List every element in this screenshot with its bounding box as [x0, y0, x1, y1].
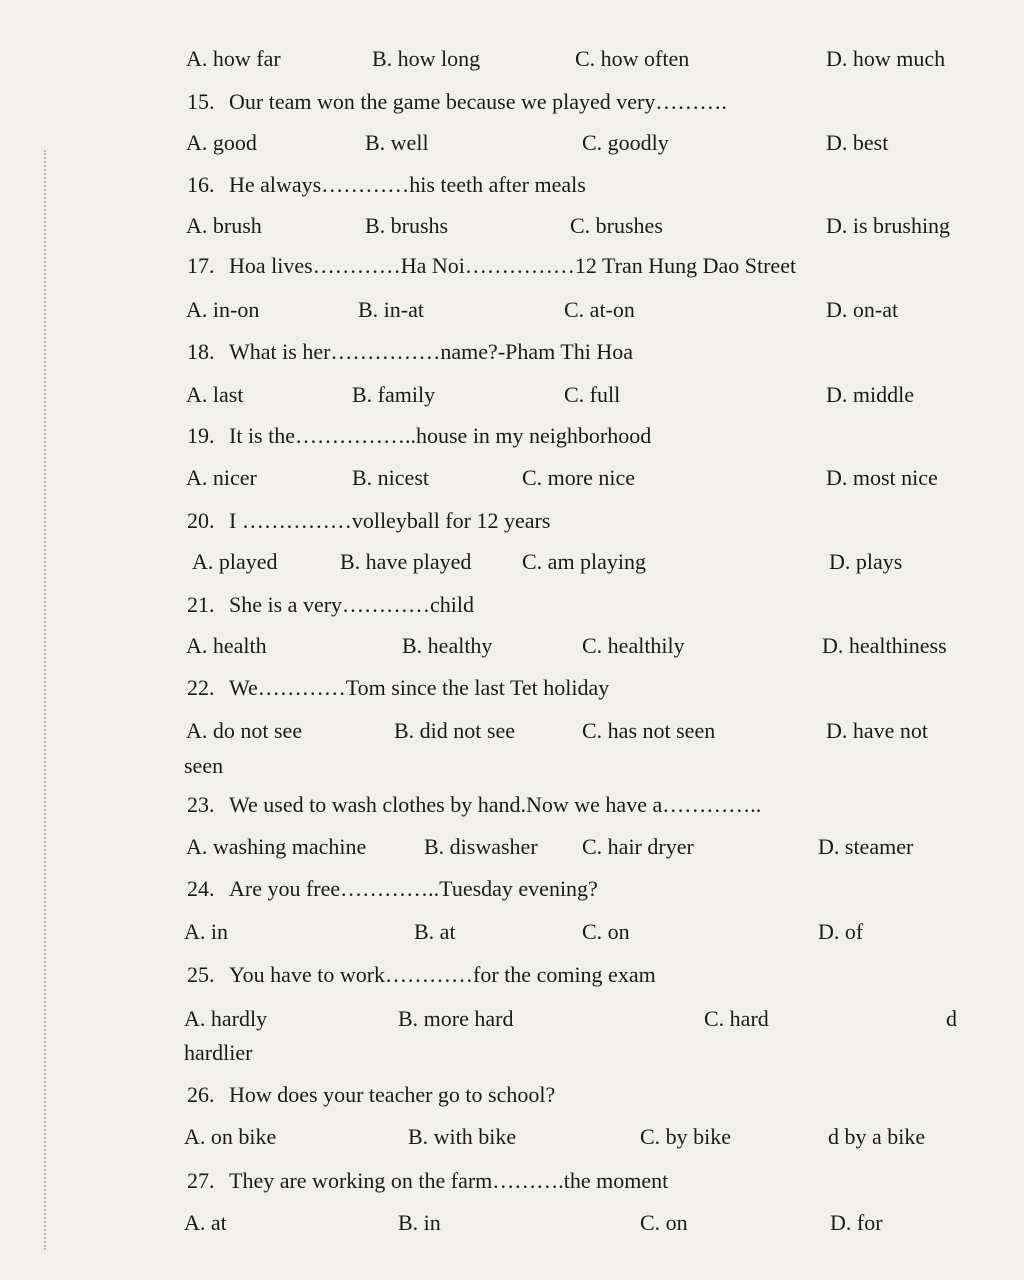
answer-option-d: D. of	[818, 919, 864, 944]
answer-option-d: D. on-at	[826, 297, 899, 322]
answer-option-d: D. most nice	[826, 465, 938, 490]
answer-option-b: B. nicest	[352, 465, 429, 490]
answer-option-a: A. do not see	[186, 718, 303, 743]
answer-option-c: C. by bike	[640, 1124, 732, 1149]
question-number: 21.	[187, 592, 215, 617]
answer-option-b: B. have played	[340, 549, 472, 574]
answer-option-d: D. have not	[826, 718, 929, 743]
question-stem: Our team won the game because we played very……….	[229, 89, 727, 114]
answer-option-b: B. with bike	[408, 1124, 517, 1149]
answer-option-wrap: seen	[184, 753, 224, 778]
question-stem: How does your teacher go to school?	[229, 1082, 556, 1107]
margin-dotted-line	[44, 150, 56, 1250]
question-stem: We used to wash clothes by hand.Now we have a…………..	[229, 792, 762, 817]
question-stem: We…………Tom since the last Tet holiday	[229, 675, 610, 700]
answer-option-c: C. hard	[704, 1006, 769, 1031]
answer-option-b: B. healthy	[402, 633, 493, 658]
answer-option-a: A. health	[186, 633, 267, 658]
question-number: 20.	[187, 508, 215, 533]
question-stem: It is the……………..house in my neighborhood	[229, 423, 652, 448]
question-stem: What is her……………name?-Pham Thi Hoa	[229, 339, 634, 364]
answer-option-c: C. at-on	[564, 297, 635, 322]
answer-option-d: D. how much	[826, 46, 946, 71]
answer-option-b: B. at	[414, 919, 456, 944]
question-stem: Are you free…………..Tuesday evening?	[229, 876, 598, 901]
answer-option-d: D. plays	[829, 549, 903, 574]
answer-option-a: A. hardly	[184, 1006, 268, 1031]
answer-option-a: A. brush	[186, 213, 262, 238]
answer-option-c: C. goodly	[582, 130, 669, 155]
question-number: 25.	[187, 962, 215, 987]
answer-option-c: C. hair dryer	[582, 834, 694, 859]
answer-option-c: C. am playing	[522, 549, 647, 574]
answer-option-c: C. on	[582, 919, 630, 944]
question-number: 16.	[187, 172, 215, 197]
answer-option-a: A. at	[184, 1210, 227, 1235]
answer-option-c: C. on	[640, 1210, 688, 1235]
question-number: 26.	[187, 1082, 215, 1107]
answer-option-d: D. steamer	[818, 834, 914, 859]
answer-option-c: C. how often	[575, 46, 690, 71]
question-stem: You have to work…………for the coming exam	[229, 962, 656, 987]
answer-option-b: B. did not see	[394, 718, 515, 743]
question-number: 27.	[187, 1168, 215, 1193]
answer-option-b: B. how long	[372, 46, 481, 71]
answer-option-d: d by a bike	[828, 1124, 926, 1149]
answer-option-d: D. for	[830, 1210, 883, 1235]
question-number: 15.	[187, 89, 215, 114]
answer-option-a: A. good	[186, 130, 257, 155]
question-stem: She is a very…………child	[229, 592, 475, 617]
answer-option-a: A. in	[184, 919, 228, 944]
answer-option-c: C. brushes	[570, 213, 663, 238]
answer-option-a: A. nicer	[186, 465, 257, 490]
answer-option-b: B. family	[352, 382, 436, 407]
answer-option-d: D. best	[826, 130, 889, 155]
question-stem: He always…………his teeth after meals	[229, 172, 586, 197]
answer-option-b: B. more hard	[398, 1006, 514, 1031]
answer-option-d: D. middle	[826, 382, 914, 407]
answer-option-b: B. in	[398, 1210, 441, 1235]
answer-option-c: C. healthily	[582, 633, 685, 658]
answer-option-a: A. played	[192, 549, 278, 574]
question-number: 18.	[187, 339, 215, 364]
answer-option-a: A. on bike	[184, 1124, 277, 1149]
answer-option-wrap: hardlier	[184, 1040, 253, 1065]
question-number: 24.	[187, 876, 215, 901]
answer-option-b: B. in-at	[358, 297, 424, 322]
question-number: 19.	[187, 423, 215, 448]
question-stem: Hoa lives…………Ha Noi……………12 Tran Hung Dao Street	[229, 253, 797, 278]
answer-option-b: B. well	[365, 130, 429, 155]
answer-option-a: A. washing machine	[186, 834, 367, 859]
question-number: 17.	[187, 253, 215, 278]
answer-option-a: A. last	[186, 382, 244, 407]
answer-option-d: d	[946, 1006, 957, 1031]
answer-option-a: A. how far	[186, 46, 281, 71]
answer-option-c: C. more nice	[522, 465, 636, 490]
answer-option-d: D. is brushing	[826, 213, 951, 238]
answer-option-c: C. has not seen	[582, 718, 716, 743]
answer-option-d: D. healthiness	[822, 633, 947, 658]
answer-option-c: C. full	[564, 382, 621, 407]
question-number: 23.	[187, 792, 215, 817]
question-stem: They are working on the farm……….the moment	[229, 1168, 669, 1193]
answer-option-b: B. diswasher	[424, 834, 538, 859]
answer-option-a: A. in-on	[186, 297, 260, 322]
question-number: 22.	[187, 675, 215, 700]
question-stem: I ……………volleyball for 12 years	[229, 508, 551, 533]
answer-option-b: B. brushs	[365, 213, 449, 238]
